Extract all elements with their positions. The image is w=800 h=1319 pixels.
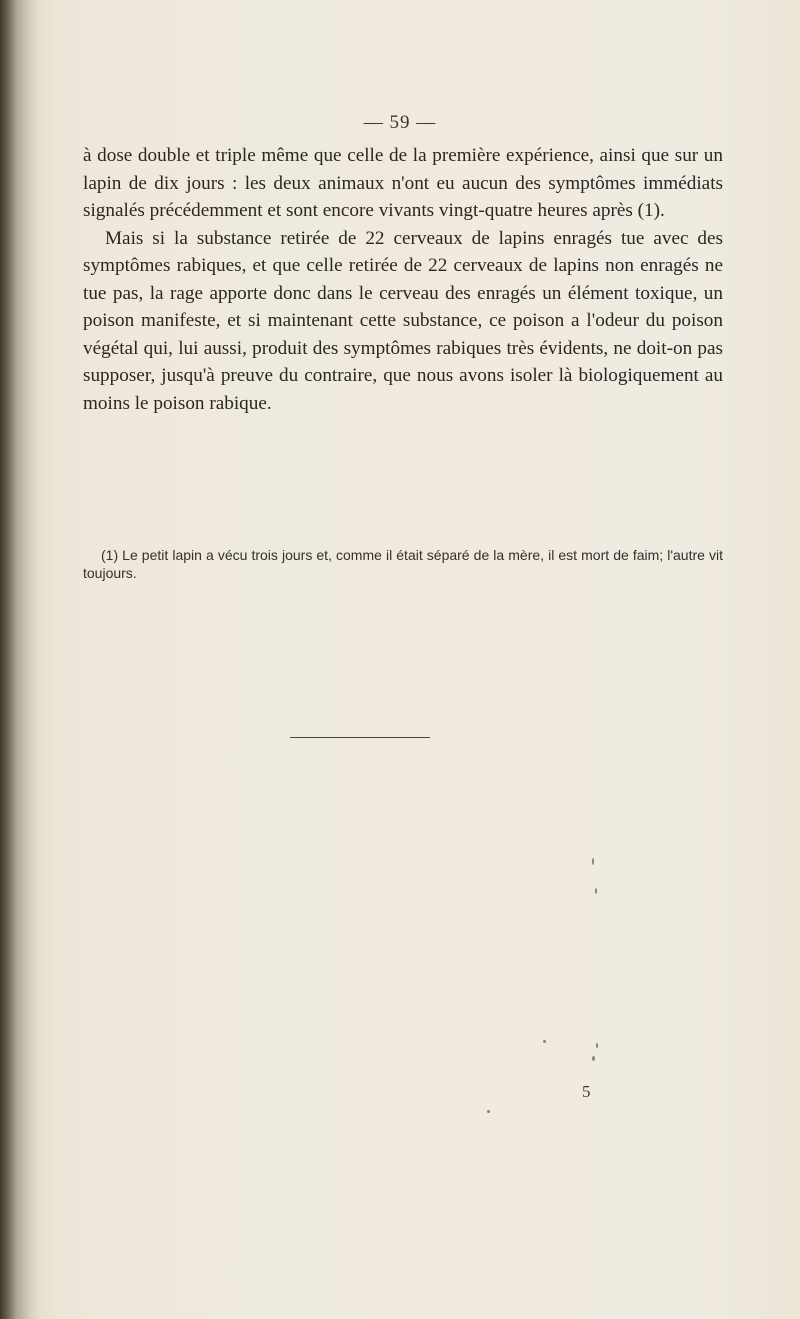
binding-shadow — [0, 0, 40, 1319]
paper-speck — [595, 888, 597, 894]
signature-mark: 5 — [582, 1082, 591, 1101]
paper-speck — [543, 1040, 546, 1043]
paper-speck — [487, 1110, 490, 1113]
paragraph-1: à dose double et triple même que celle de la première expérience, ainsi que sur un lapin de dix jours : les deux animaux n'ont eu aucun des symptômes immédiats signalés précédemment et sont encore vivants vingt-quatre heures après (1). — [83, 145, 723, 221]
paragraph-2: Mais si la substance retirée de 22 cerveaux de lapins enragés tue avec des symptômes rabiques, et que celle retirée de 22 cerveaux de lapins non enragés ne tue pas, la rage apporte donc dans le cerveau des enragés un élément toxique, un poison manifeste, et si maintenant cette substance, ce poison a l'odeur du poison végétal qui, lui aussi, produit des symptômes rabiques très évidents, ne doit-on pas supposer, jusqu'à preuve du contraire, que nous avons isoler là biologiquement au moins le poison rabique. — [83, 227, 723, 414]
paper-speck — [596, 1043, 598, 1048]
paper-speck — [592, 858, 594, 865]
end-rule — [290, 737, 430, 738]
main-text — [83, 142, 723, 417]
footnote — [83, 546, 723, 582]
footnote-text: (1) Le petit lapin a vécu trois jours et, comme il était séparé de la mère, il est mort de faim; l'autre vit toujours. — [83, 547, 723, 581]
page-number: — 59 — — [363, 112, 437, 133]
paper-speck — [592, 1056, 595, 1061]
